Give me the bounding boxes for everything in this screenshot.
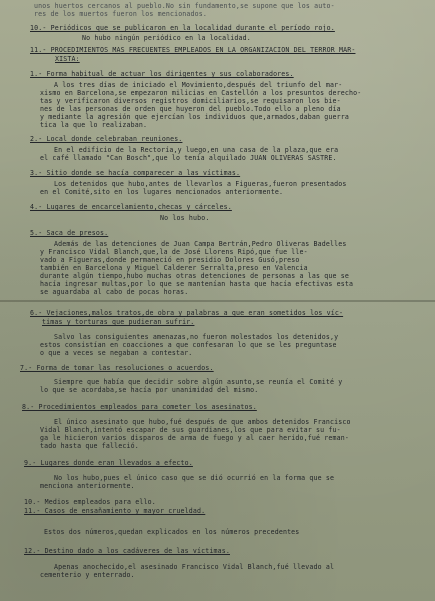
text-line: también en Barcelona y Miguel Calderer Serralta,preso en Valencia bbox=[40, 264, 308, 272]
section-heading: 4.- Lugares de encarcelamiento,checas y cárceles. bbox=[30, 203, 232, 211]
text-line: Los detenidos que hubo,antes de llevarlos a Figueras,fueron presentados bbox=[54, 180, 347, 188]
section-heading: 12.- Destino dado a los cadáveres de las víctimas. bbox=[24, 547, 230, 555]
section-heading: 2.- Local donde celebraban reuniones. bbox=[30, 135, 183, 143]
text-line: y mediante la agresión que ejercían los individuos que,armados,daban guerra bbox=[40, 113, 349, 121]
text-line: y Francisco Vidal Blanch,que,la de José Llorens Ripó,que fue lle- bbox=[40, 248, 308, 256]
text-line: se aguardaba al cabo de pocas horas. bbox=[40, 288, 189, 296]
section-heading: 6.- Vejaciones,malos tratos,de obra y palabras a que eran sometidos los víc- bbox=[30, 309, 344, 317]
text-line: tado hasta que falleció. bbox=[40, 442, 139, 450]
text-line: res de los muertos fueron los mencionados. bbox=[34, 10, 208, 18]
text-line: tas y verificaron diversos registros domiciliarios,se requisaron los bie- bbox=[40, 97, 341, 105]
text-line: tica la que lo realizaban. bbox=[40, 121, 148, 129]
text-line: Apenas anochecido,el asesinado Francisco Vidal Blanch,fué llevado al bbox=[54, 563, 335, 571]
text-line: estos consistían en coacciones a que confesaran lo que se les preguntase bbox=[40, 341, 337, 349]
text-line: Además de las detenciones de Juan Campa Bertrán,Pedro Oliveras Badelles bbox=[54, 240, 347, 248]
text-line: No los hubo,pues el único caso que se dió ocurrió en la forma que se bbox=[54, 474, 335, 482]
text-line: unos huertos cercanos al pueblo.No sin fundamento,se supone que los auto- bbox=[34, 2, 335, 10]
text-line: el café llamado "Can Bosch",que lo tenía alquilado JUAN OLIVERAS SASTRE. bbox=[40, 154, 337, 162]
section-heading: 11.- Casos de ensañamiento y mayor crueldad. bbox=[24, 507, 206, 515]
text-line: En el edificio de la Rectoría,y luego,en una casa de la plaza,que era bbox=[54, 146, 339, 154]
text-line: ga le hicieron varios disparos de arma de fuego y al caer herido,fué reman- bbox=[40, 434, 349, 442]
text-line: o que a veces se negaban a contestar. bbox=[40, 349, 193, 357]
section-heading: 7.- Forma de tomar las resoluciones o acuerdos. bbox=[20, 364, 214, 372]
section-heading: 9.- Lugares donde eran llevados a efecto. bbox=[24, 459, 193, 467]
text-line: lo que se acordaba,se hacía por unanimidad del mismo. bbox=[40, 386, 259, 394]
section-heading: XISTA: bbox=[55, 55, 80, 63]
text-line: en el Comité,sito en los lugares mencionados anteriormente. bbox=[40, 188, 284, 196]
section-heading: 10.- Periódicos que se publicaron en la localidad durante el período rojo. bbox=[30, 24, 335, 32]
text-line: Estos dos números,quedan explicados en los números precedentes bbox=[44, 528, 300, 536]
text-line: No los hubo. bbox=[160, 214, 210, 222]
section-heading: 3.- Sitio donde se hacía comparecer a las víctimas. bbox=[30, 169, 241, 177]
text-line: Salvo las consiguientes amenazas,no fueron molestados los detenidos,y bbox=[54, 333, 339, 341]
text-line: hacía ingresar multas,por lo que se mantenían hasta que hacía efectivas esta bbox=[40, 280, 354, 288]
section-heading: 11.- PROCEDIMIENTOS MAS FRECUENTES EMPLEADOS EN LA ORGANIZACION DEL TERROR MAR- bbox=[30, 46, 356, 54]
section-heading: 8.- Procedimientos empleados para cometer los asesinatos. bbox=[22, 403, 257, 411]
text-line: cementerio y enterrado. bbox=[40, 571, 135, 579]
text-line: nes de las personas de orden que huyeron del pueblo.Todo ello a pleno día bbox=[40, 105, 341, 113]
text-line: Vidal Blanch,intentó escapar de sus guardianes,los que para evitar su fu- bbox=[40, 426, 341, 434]
text-line: xismo en Barcelona,se empezaron milicias en Castellón a los presuntos derecho- bbox=[40, 89, 362, 97]
text-line: No hubo ningún periódico en la localidad. bbox=[82, 34, 251, 42]
text-line: durante algún tiempo,hubo muchas otras detenciones de personas a las que se bbox=[40, 272, 349, 280]
text-line: vado a Figueras,donde permaneció en presidio Dolores Gusó,preso bbox=[40, 256, 300, 264]
section-heading: timas y torturas que pudieran sufrir. bbox=[42, 318, 195, 326]
page-fold bbox=[0, 300, 435, 302]
section-heading: 1.- Forma habitual de actuar los dirigentes y sus colaboradores. bbox=[30, 70, 294, 78]
text-line: A los tres días de iniciado el Movimiento,después del triunfo del mar- bbox=[54, 81, 343, 89]
section-heading: 5.- Saca de presos. bbox=[30, 229, 109, 237]
text-line: Siempre que había que decidir sobre algún asunto,se reunía el Comité y bbox=[54, 378, 343, 386]
text-line: El único asesinato que hubo,fué después de que ambos detenidos Francisco bbox=[54, 418, 351, 426]
text-line: menciona anteriormente. bbox=[40, 482, 135, 490]
section-heading: 10.- Medios empleados para ello. bbox=[24, 498, 156, 506]
